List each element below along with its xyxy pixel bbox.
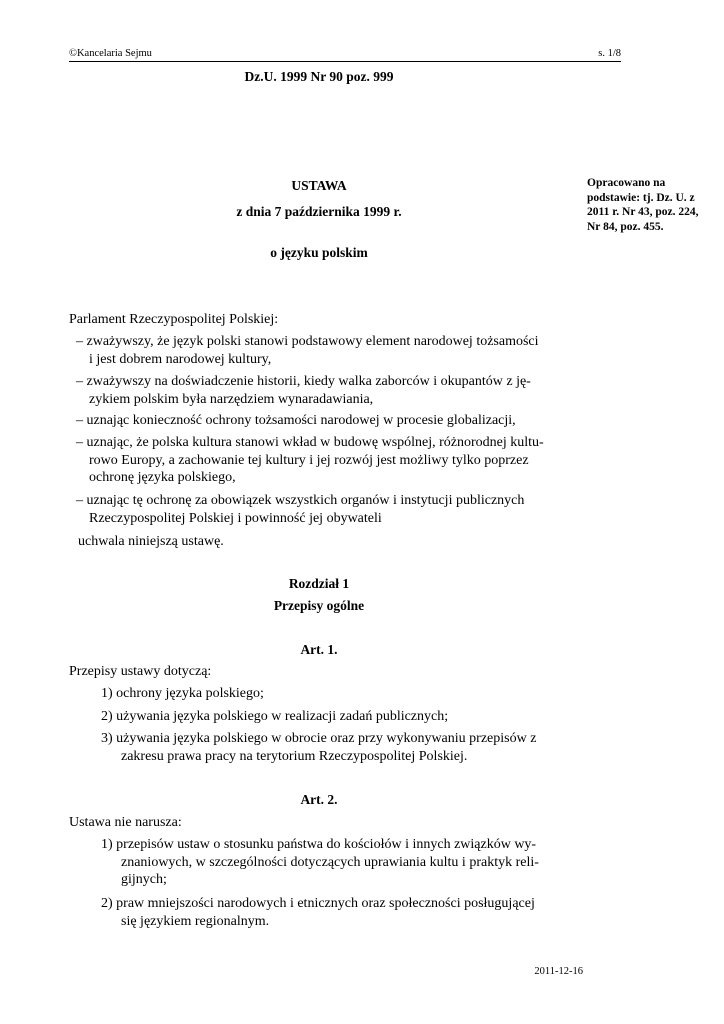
header-rule: [69, 61, 621, 62]
preamble-item-line: – uznając konieczność ochrony tożsamości narodowej w procesie globalizacji,: [76, 413, 516, 428]
article-point-line: się językiem regionalnym.: [121, 913, 270, 929]
preamble-item: [76, 333, 570, 368]
article-point-line: znaniowych, w szczególności dotyczących uprawiania kultu i praktyk reli-: [121, 854, 539, 870]
act-subject: o języku polskim: [270, 245, 368, 260]
preamble-item: [76, 412, 570, 430]
article-intro: Ustawa nie narusza:: [69, 815, 182, 830]
side-note: Opracowano na podstawie: tj. Dz. U. z 2011 r. Nr 43, poz. 224, Nr 84, poz. 455.: [587, 177, 699, 234]
chapter-title: Przepisy ogólne: [273, 598, 365, 613]
article-intro: Przepisy ustawy dotyczą:: [69, 664, 212, 679]
article-point: [101, 730, 570, 765]
article-point-line: 2) używania języka polskiego w realizacji zadań publicznych;: [101, 709, 449, 724]
header-source: ©Kancelaria Sejmu: [69, 48, 152, 59]
chapter-number: Rozdział 1: [288, 576, 350, 591]
article-point: [101, 685, 570, 703]
article-point-line: 3) używania języka polskiego w obrocie oraz przy wykonywaniu przepisów z: [101, 731, 537, 746]
article-point-line: zakresu prawa pracy na terytorium Rzeczypospolitej Polskiej.: [121, 748, 468, 764]
article-heading: Art. 2.: [300, 792, 338, 807]
preamble-closing: uchwala niniejszą ustawę.: [78, 534, 224, 549]
preamble-item-line: ochronę języka polskiego,: [89, 470, 236, 485]
publication-reference: Dz.U. 1999 Nr 90 poz. 999: [244, 69, 394, 84]
preamble-item: [76, 373, 570, 408]
article-heading: Art. 1.: [300, 642, 338, 657]
page-number: s. 1/8: [598, 48, 621, 59]
preamble-item-line: zykiem polskim była narzędziem wynaradawiania,: [89, 391, 374, 407]
article-point-line: 1) ochrony języka polskiego;: [101, 686, 264, 701]
preamble-item-line: – uznając tę ochronę za obowiązek wszystkich organów i instytucji publicznych: [76, 493, 525, 508]
preamble-item: [76, 492, 570, 527]
article-point: [101, 836, 570, 889]
preamble-item-line: – uznając, że polska kultura stanowi wkład w budowę wspólnej, różnorodnej kultu-: [76, 435, 544, 450]
preamble-item: [76, 434, 570, 487]
act-type: USTAWA: [291, 178, 347, 193]
preamble-item-line: – zważywszy na doświadczenie historii, kiedy walka zaborców i okupantów z ję-: [76, 374, 531, 389]
preamble-item-line: – zważywszy, że język polski stanowi podstawowy element narodowej tożsamości: [76, 334, 539, 349]
article-point-line: 1) przepisów ustaw o stosunku państwa do kościołów i innych związków wy-: [101, 837, 537, 852]
footer-date: 2011-12-16: [534, 966, 583, 977]
preamble-item-line: rowo Europy, a zachowanie tej kultury i jej rozwój jest możliwy tylko poprzez: [89, 452, 529, 468]
article-point: [101, 708, 570, 726]
article-point-line: 2) praw mniejszości narodowych i etnicznych oraz społeczności posługującej: [101, 896, 535, 911]
preamble-item-line: Rzeczypospolitej Polskiej i powinność jej obywateli: [89, 510, 382, 526]
preamble-item-line: i jest dobrem narodowej kultury,: [89, 351, 272, 367]
act-date: z dnia 7 października 1999 r.: [236, 204, 402, 219]
article-point: [101, 895, 570, 930]
article-point-line: gijnych;: [121, 872, 167, 887]
preamble-intro: Parlament Rzeczypospolitej Polskiej:: [69, 312, 279, 327]
